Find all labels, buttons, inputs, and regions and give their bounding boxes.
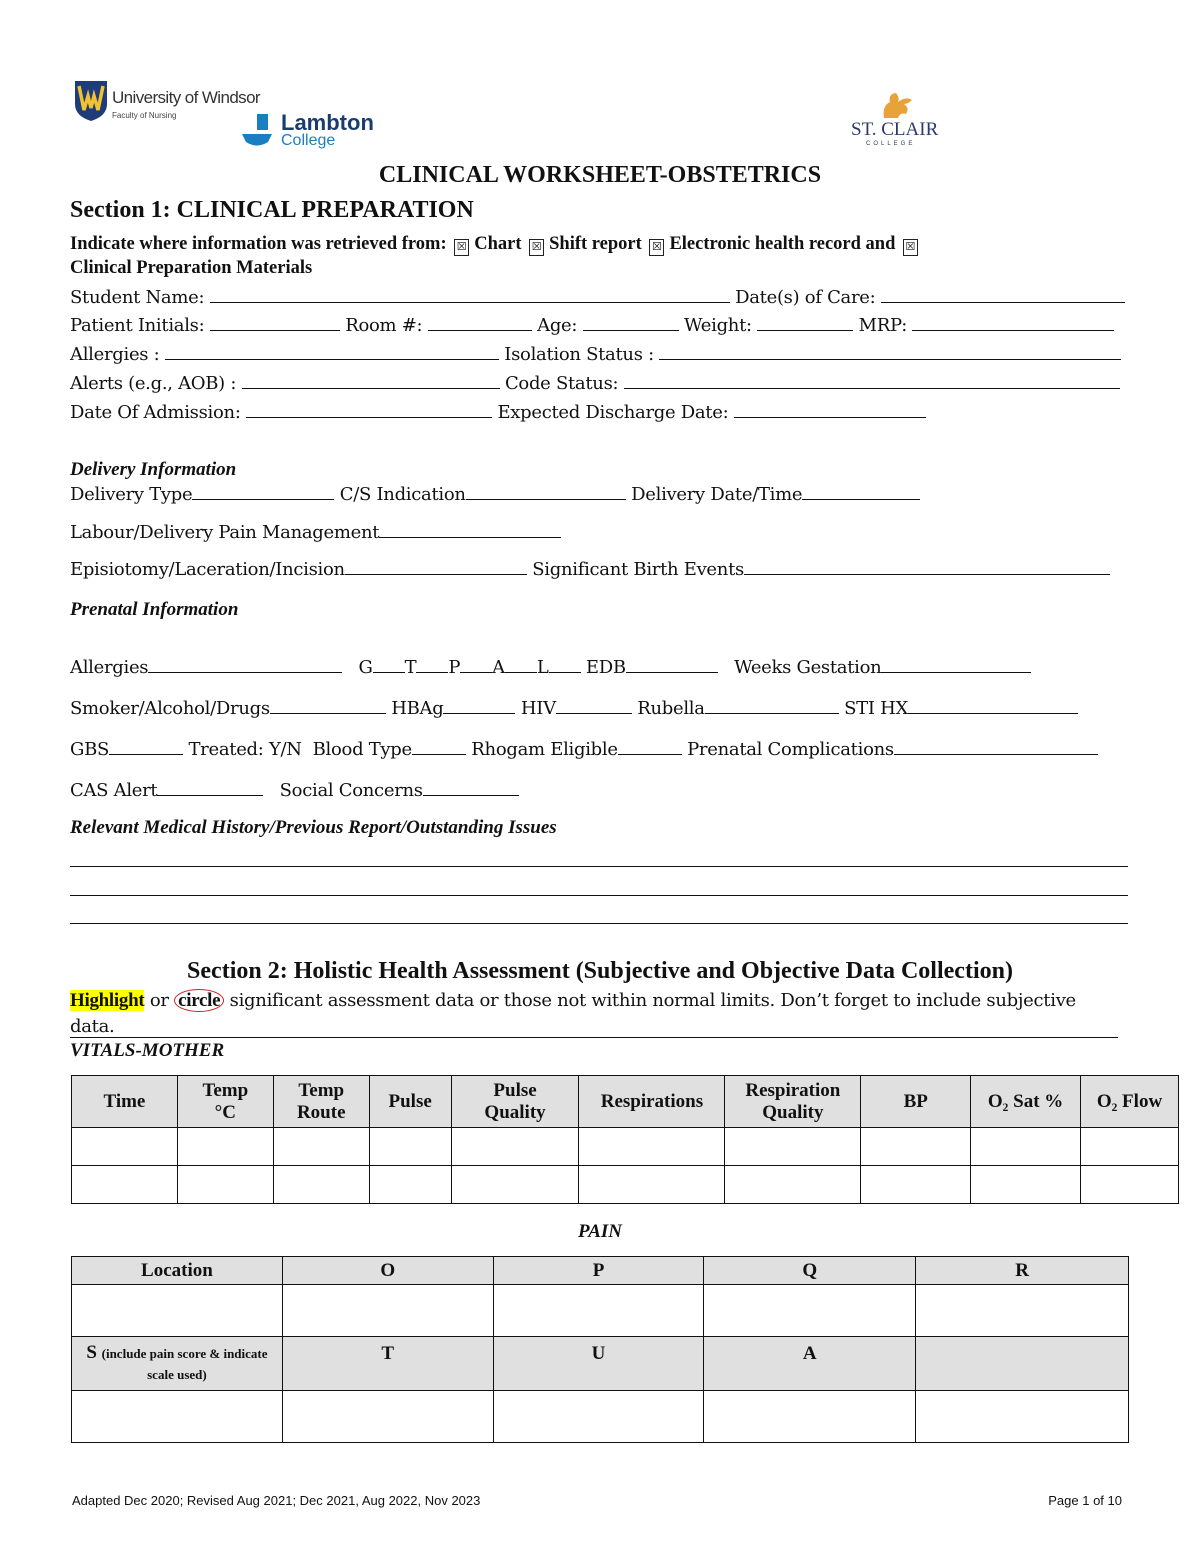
prep-materials-checkbox[interactable]: ☒	[903, 239, 918, 256]
indicate-label: Indicate where information was retrieved from:	[70, 234, 447, 254]
delivery-type-row	[70, 484, 920, 505]
rhogam-label: Rhogam Eligible	[471, 739, 618, 760]
vitals-cell[interactable]	[579, 1128, 725, 1166]
t-field[interactable]	[416, 657, 448, 673]
shift-report-checkbox[interactable]: ☒	[529, 239, 544, 256]
source-prep-materials: Clinical Preparation Materials	[70, 258, 313, 278]
vitals-cell[interactable]	[861, 1128, 971, 1166]
footer-revision: Adapted Dec 2020; Revised Aug 2021; Dec 2021, Aug 2022, Nov 2023	[72, 1493, 481, 1508]
birth-events-label: Significant Birth Events	[532, 559, 744, 580]
delivery-type-label: Delivery Type	[70, 484, 193, 505]
section2-heading: Section 2: Holistic Health Assessment (Subjective and Objective Data Collection)	[187, 958, 1013, 984]
vitals-cell[interactable]	[1081, 1166, 1179, 1204]
page-title: CLINICAL WORKSHEET-OBSTETRICS	[378, 162, 822, 188]
vitals-col-o2-sat: O₂ Sat %	[971, 1076, 1081, 1128]
admission-row	[70, 402, 926, 423]
patient-initials-field[interactable]	[210, 315, 340, 331]
vitals-col-o2-flow: O₂ Flow	[1081, 1076, 1179, 1128]
vitals-row	[72, 1166, 1179, 1204]
uwindsor-sub: Faculty of Nursing	[112, 111, 177, 120]
source-shift-report: Shift report	[549, 234, 642, 254]
episiotomy-field[interactable]	[345, 559, 527, 575]
delivery-heading: Delivery Information	[70, 459, 237, 480]
smoker-label: Smoker/Alcohol/Drugs	[70, 698, 270, 719]
weight-label: Weight:	[684, 315, 752, 336]
hiv-field[interactable]	[556, 698, 632, 714]
pain-cell[interactable]	[916, 1391, 1129, 1443]
footer-page-number: Page 1 of 10	[1048, 1493, 1122, 1508]
student-name-field[interactable]	[210, 287, 730, 303]
vitals-col-respiration-quality: Respiration Quality	[725, 1076, 861, 1128]
birth-events-field[interactable]	[744, 559, 1110, 575]
pain-heading: PAIN	[578, 1221, 622, 1242]
l-label: L	[536, 657, 549, 678]
history-line-1[interactable]	[70, 866, 1128, 867]
instruction-rest: significant assessment data or those not within normal limits. Don’t forget to include subjective	[229, 990, 1076, 1011]
vitals-cell[interactable]	[451, 1128, 579, 1166]
alerts-label: Alerts (e.g., AOB) :	[70, 373, 237, 394]
vitals-col-time: Time	[72, 1076, 178, 1128]
vitals-col-temp: Temp °C	[177, 1076, 273, 1128]
prenatal-allergies-label: Allergies	[70, 657, 149, 678]
vitals-col-pulse-quality: Pulse Quality	[451, 1076, 579, 1128]
info-source-line	[70, 232, 1130, 280]
pain-cell[interactable]	[704, 1391, 916, 1443]
pain-management-row	[70, 522, 561, 543]
lambton-name: Lambton	[281, 110, 374, 135]
isolation-status-field[interactable]	[659, 344, 1121, 360]
allergies-row	[70, 344, 1121, 365]
prenatal-complications-field[interactable]	[894, 739, 1098, 755]
vitals-cell[interactable]	[725, 1128, 861, 1166]
gbs-field[interactable]	[109, 739, 183, 755]
hiv-label: HIV	[520, 698, 556, 719]
blood-type-field[interactable]	[412, 739, 466, 755]
weeks-gestation-label: Weeks Gestation	[734, 657, 882, 678]
g-label: G	[358, 657, 373, 678]
pain-s-label: S	[86, 1342, 97, 1363]
vitals-header-row	[72, 1076, 1179, 1128]
pain-s-note: (include pain score & indicate scale used)	[101, 1346, 268, 1382]
vitals-cell[interactable]	[177, 1128, 273, 1166]
patient-initials-label: Patient Initials:	[70, 315, 205, 336]
source-ehr: Electronic health record and	[669, 234, 896, 254]
or-word: or	[149, 990, 169, 1011]
edb-label: EDB	[585, 657, 626, 678]
lambton-logo	[241, 110, 391, 152]
pain-cell[interactable]	[704, 1285, 916, 1337]
pain-table	[71, 1256, 1129, 1443]
stclair-logo	[846, 90, 956, 150]
isolation-status-label: Isolation Status :	[504, 344, 654, 365]
date-of-admission-field[interactable]	[246, 402, 492, 418]
pain-cell[interactable]	[72, 1285, 283, 1337]
t-label: T	[404, 657, 417, 678]
history-line-2[interactable]	[70, 895, 1128, 896]
vitals-col-bp: BP	[861, 1076, 971, 1128]
vitals-cell[interactable]	[273, 1166, 369, 1204]
sti-hx-label: STI HX	[844, 698, 908, 719]
vitals-col-pulse: Pulse	[369, 1076, 451, 1128]
weight-field[interactable]	[757, 315, 853, 331]
student-name-row	[70, 287, 1125, 308]
delivery-type-field[interactable]	[192, 484, 334, 500]
lambton-mark-icon	[241, 112, 273, 152]
g-field[interactable]	[373, 657, 405, 673]
date-of-admission-label: Date Of Admission:	[70, 402, 241, 423]
stclair-sub: COLLEGE	[866, 141, 916, 147]
pain-cell[interactable]	[493, 1285, 704, 1337]
pain-row-2	[72, 1391, 1129, 1443]
section2-instruction	[70, 988, 1120, 1040]
rhogam-field[interactable]	[618, 739, 682, 755]
social-concerns-field[interactable]	[423, 780, 519, 796]
vitals-cell[interactable]	[72, 1166, 178, 1204]
pain-cell[interactable]	[72, 1391, 283, 1443]
source-chart: Chart	[474, 234, 522, 254]
weeks-gestation-field[interactable]	[881, 657, 1031, 673]
highlight-word: Highlight	[70, 990, 145, 1011]
pain-cell[interactable]	[282, 1391, 493, 1443]
allergies-label: Allergies :	[70, 344, 160, 365]
mrp-label: MRP:	[858, 315, 907, 336]
hbag-field[interactable]	[443, 698, 515, 714]
mrp-field[interactable]	[912, 315, 1114, 331]
room-field[interactable]	[428, 315, 532, 331]
vitals-table	[71, 1075, 1179, 1204]
uwindsor-shield-icon	[74, 80, 108, 122]
edb-field[interactable]	[626, 657, 718, 673]
pain-col-p: P	[493, 1257, 704, 1285]
expected-discharge-field[interactable]	[734, 402, 926, 418]
alerts-field[interactable]	[242, 373, 500, 389]
room-label: Room #:	[345, 315, 423, 336]
instruction-end: data.	[70, 1016, 115, 1037]
pain-header-row-1	[72, 1257, 1129, 1285]
rubella-label: Rubella	[637, 698, 705, 719]
pain-col-o: O	[282, 1257, 493, 1285]
pain-col-a: A	[704, 1337, 916, 1391]
a-label: A	[492, 657, 505, 678]
cs-indication-field[interactable]	[466, 484, 626, 500]
dates-of-care-label: Date(s) of Care:	[735, 287, 876, 308]
pain-col-location: Location	[72, 1257, 283, 1285]
alerts-row	[70, 373, 1120, 394]
pain-col-u: U	[493, 1337, 704, 1391]
pain-col-s	[72, 1337, 283, 1391]
chart-checkbox[interactable]: ☒	[454, 239, 469, 256]
hbag-label: HBAg	[391, 698, 444, 719]
prenatal-allergies-field[interactable]	[148, 657, 342, 673]
pain-management-label: Labour/Delivery Pain Management	[70, 522, 380, 543]
gbs-label: GBS	[70, 739, 110, 760]
student-name-label: Student Name:	[70, 287, 205, 308]
delivery-datetime-label: Delivery Date/Time	[631, 484, 803, 505]
vitals-col-temp-route: Temp Route	[273, 1076, 369, 1128]
age-label: Age:	[537, 315, 578, 336]
vitals-cell[interactable]	[177, 1166, 273, 1204]
dates-of-care-field[interactable]	[881, 287, 1125, 303]
vitals-cell[interactable]	[369, 1128, 451, 1166]
prenatal-heading: Prenatal Information	[70, 599, 239, 620]
l-field[interactable]	[549, 657, 581, 673]
pain-cell[interactable]	[282, 1285, 493, 1337]
uwindsor-name: University of Windsor	[112, 88, 260, 107]
blood-type-label: Blood Type	[312, 739, 412, 760]
vitals-row	[72, 1128, 1179, 1166]
treated-label: Treated: Y/N	[188, 739, 302, 760]
smoker-row	[70, 698, 1078, 719]
episiotomy-label: Episiotomy/Laceration/Incision	[70, 559, 345, 580]
code-status-field[interactable]	[624, 373, 1120, 389]
vitals-cell[interactable]	[579, 1166, 725, 1204]
cs-indication-label: C/S Indication	[339, 484, 466, 505]
patient-initials-row	[70, 315, 1114, 336]
stclair-name: ST. CLAIR	[851, 119, 939, 140]
cas-alert-label: CAS Alert	[70, 780, 158, 801]
vitals-col-respirations: Respirations	[579, 1076, 725, 1128]
p-label: P	[448, 657, 461, 678]
episiotomy-row	[70, 559, 1110, 580]
vitals-cell[interactable]	[725, 1166, 861, 1204]
pain-management-field[interactable]	[379, 522, 561, 538]
relevant-history-heading: Relevant Medical History/Previous Report/Outstanding Issues	[70, 817, 557, 838]
lambton-sub: College	[281, 132, 336, 149]
vitals-cell[interactable]	[971, 1128, 1081, 1166]
sti-hx-field[interactable]	[908, 698, 1078, 714]
code-status-label: Code Status:	[504, 373, 619, 394]
section1-heading: Section 1: CLINICAL PREPARATION	[70, 197, 474, 223]
vitals-cell[interactable]	[273, 1128, 369, 1166]
circle-word: circle	[174, 989, 224, 1012]
prenatal-allergies-row	[70, 657, 1031, 678]
allergies-field[interactable]	[165, 344, 499, 360]
expected-discharge-label: Expected Discharge Date:	[497, 402, 729, 423]
ehr-checkbox[interactable]: ☒	[649, 239, 664, 256]
pain-col-blank	[916, 1337, 1129, 1391]
vitals-cell[interactable]	[72, 1128, 178, 1166]
stclair-griffin-icon	[878, 90, 918, 122]
rubella-field[interactable]	[705, 698, 839, 714]
prenatal-complications-label: Prenatal Complications	[687, 739, 894, 760]
vitals-cell[interactable]	[1081, 1128, 1179, 1166]
social-concerns-label: Social Concerns	[279, 780, 423, 801]
history-line-3[interactable]	[70, 923, 1128, 924]
age-field[interactable]	[583, 315, 679, 331]
cas-alert-field[interactable]	[157, 780, 263, 796]
delivery-datetime-field[interactable]	[802, 484, 920, 500]
cas-row	[70, 780, 519, 801]
pain-cell[interactable]	[493, 1391, 704, 1443]
gbs-row	[70, 739, 1098, 760]
pain-col-t: T	[282, 1337, 493, 1391]
pain-cell[interactable]	[916, 1285, 1129, 1337]
section2-rule	[70, 1037, 1118, 1038]
pain-row-1	[72, 1285, 1129, 1337]
smoker-field[interactable]	[270, 698, 386, 714]
vitals-cell[interactable]	[971, 1166, 1081, 1204]
pain-col-r: R	[916, 1257, 1129, 1285]
pain-header-row-2	[72, 1337, 1129, 1391]
vitals-cell[interactable]	[861, 1166, 971, 1204]
p-field[interactable]	[460, 657, 492, 673]
a-field[interactable]	[505, 657, 537, 673]
pain-col-q: Q	[704, 1257, 916, 1285]
vitals-cell[interactable]	[451, 1166, 579, 1204]
vitals-cell[interactable]	[369, 1166, 451, 1204]
vitals-heading: VITALS-MOTHER	[70, 1040, 225, 1061]
